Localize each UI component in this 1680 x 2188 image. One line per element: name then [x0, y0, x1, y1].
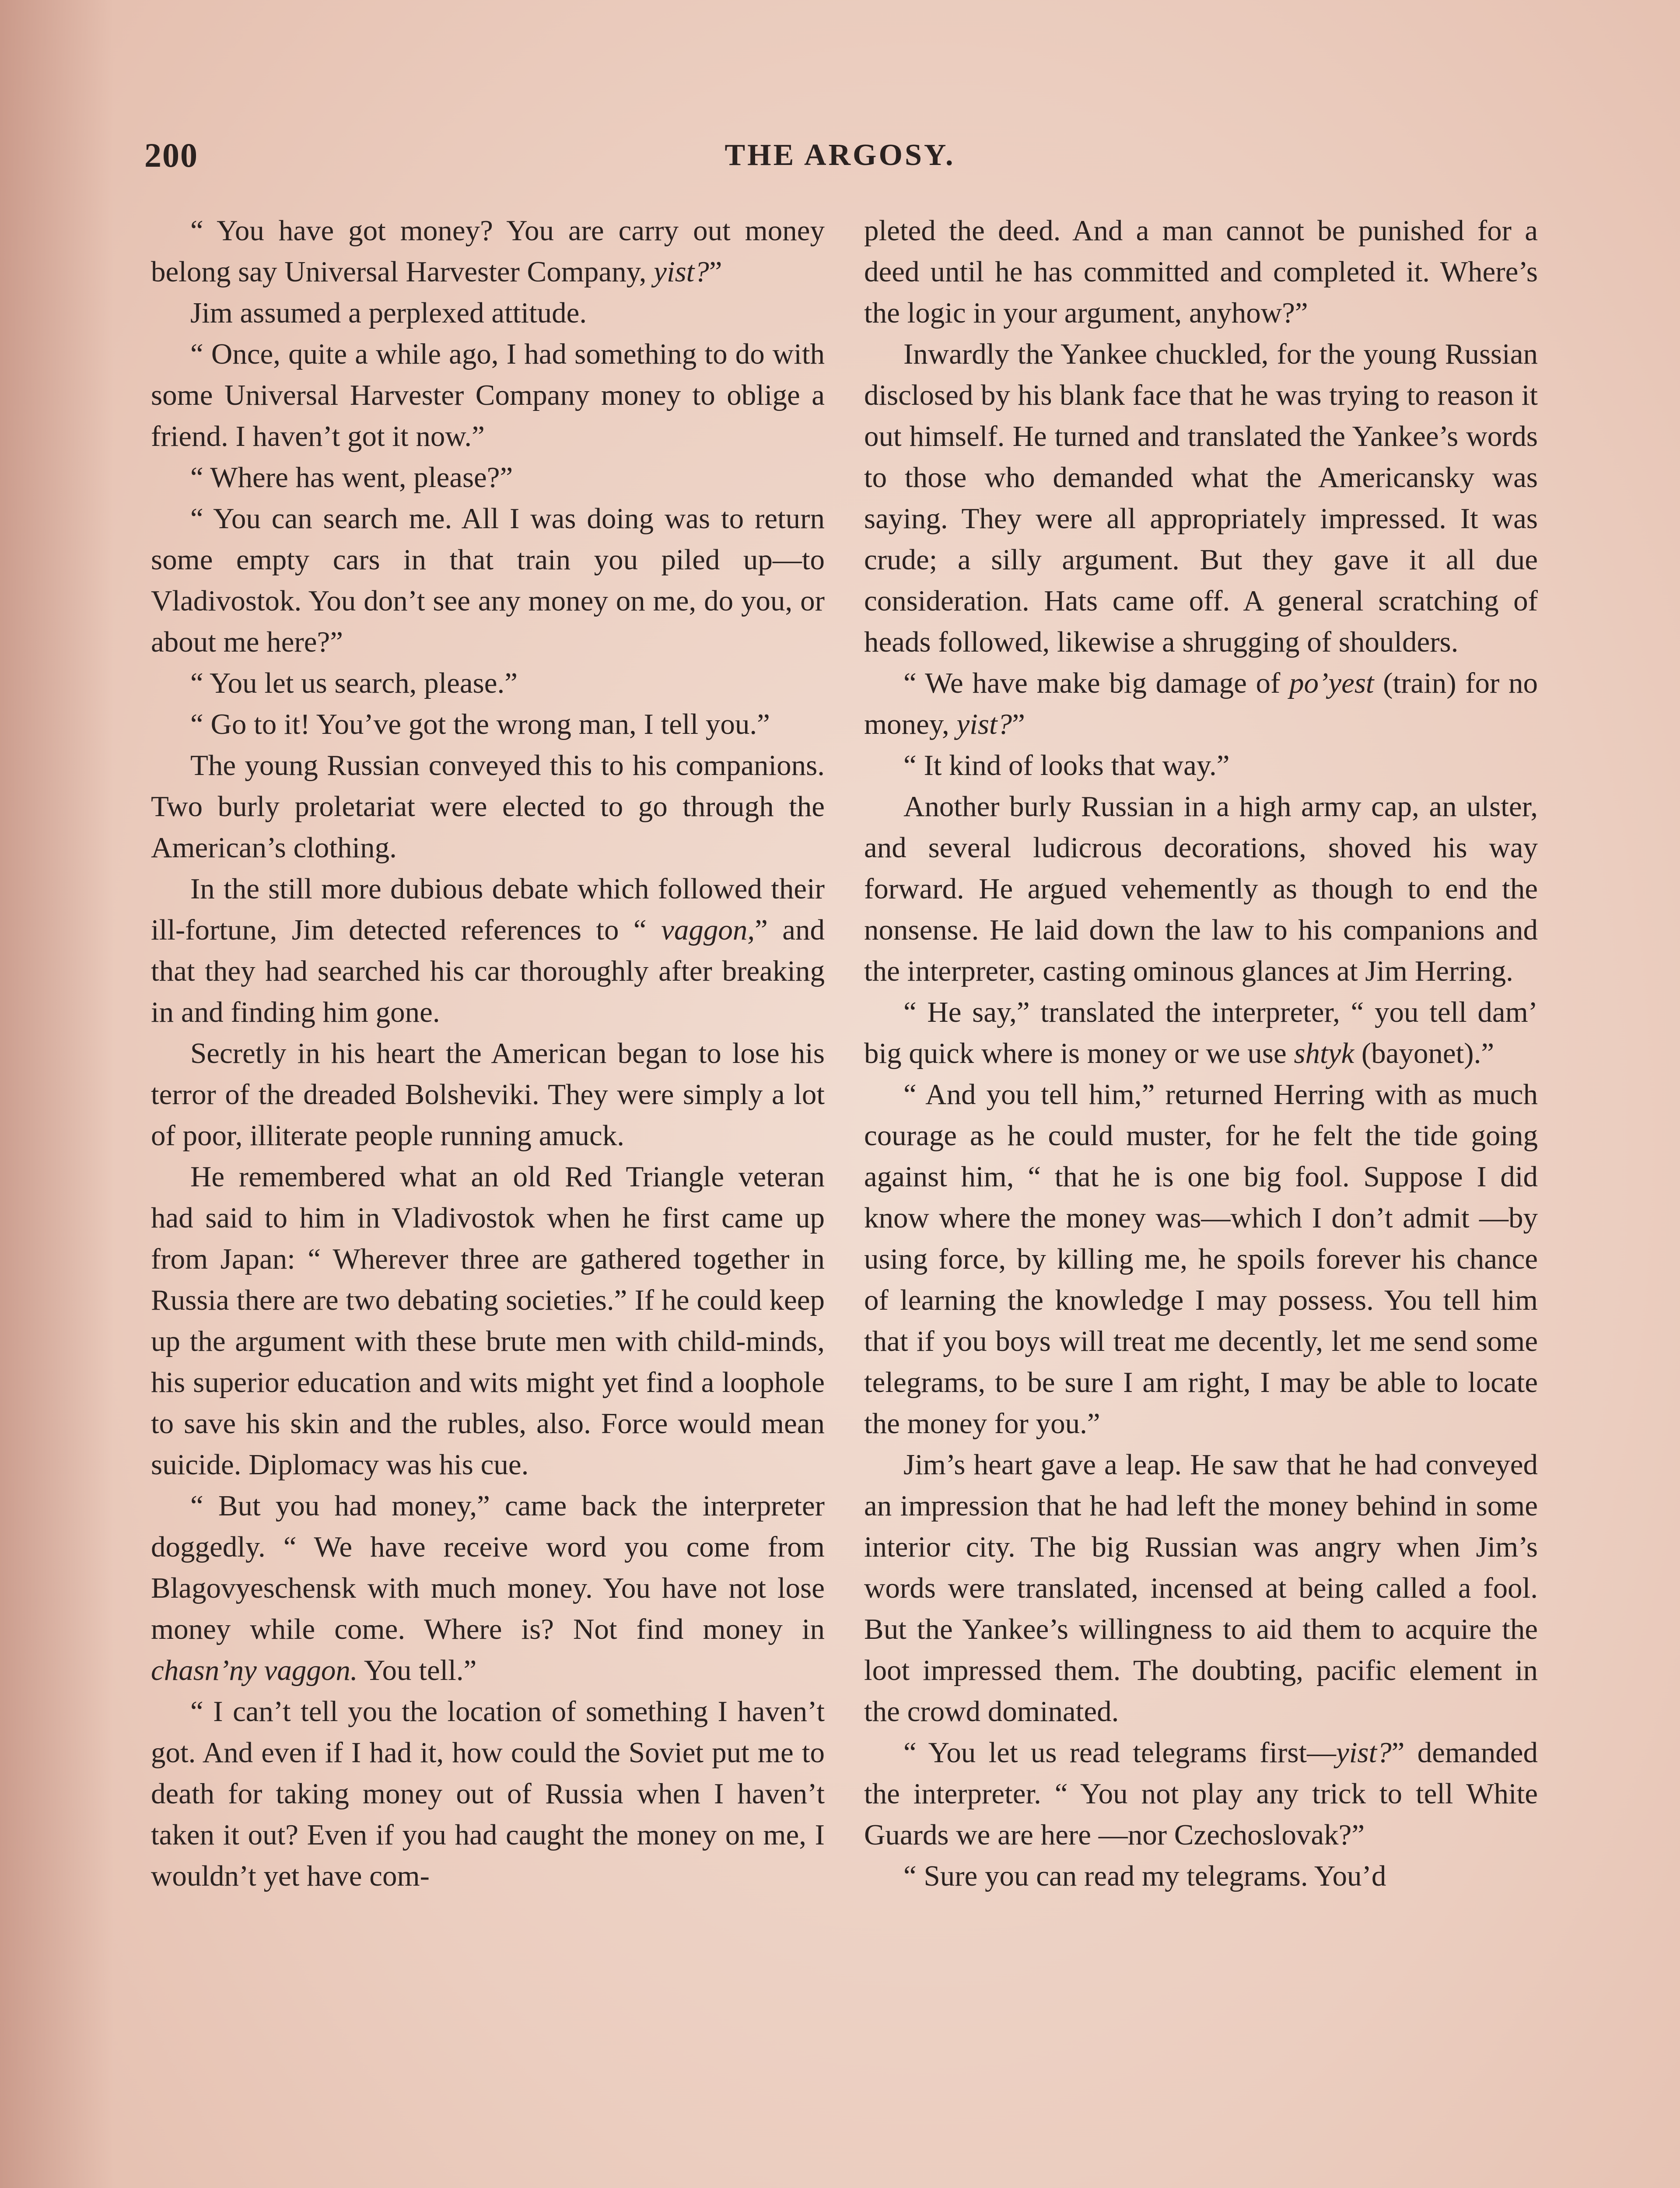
- running-title: THE ARGOSY.: [724, 138, 956, 172]
- paragraph: “ Once, quite a while ago, I had something to do with some Universal Harvester Company money to oblige a friend. I haven’t got it now.”: [151, 338, 825, 452]
- paragraph: “ Sure you can read my telegrams. You’d: [903, 1860, 1386, 1892]
- paragraph: Secretly in his heart the American began to lose his terror of the dreaded Bolsheviki. They were simply a lot of poor, illiterate people running amuck.: [151, 1037, 825, 1152]
- paragraph: “ Where has went, please?”: [190, 461, 513, 494]
- page-spine-shadow: [0, 0, 114, 2188]
- paragraph: “ You let us search, please.”: [190, 667, 518, 699]
- paragraph: Jim’s heart gave a leap. He saw that he had conveyed an impression that he had left the money behind in some interior city. The big Russian was angry when Jim’s words were translated, incensed at being called a fool. But the Yankee’s willingness to aid them to acquire the loot impressed them. The doubting, pacific element in the crowd dominated.: [864, 1448, 1538, 1728]
- paragraph: pleted the deed. And a man cannot be punished for a deed until he has committed and completed it. Where’s the logic in your argument, anyhow?”: [864, 214, 1538, 329]
- paragraph: “ He say,” translated the interpreter, “ you tell dam’ big quick where is money or we use shtyk (bayonet).”: [864, 996, 1538, 1069]
- paragraph: The young Russian conveyed this to his companions. Two burly proletariat were elected to go through the American’s clothing.: [151, 749, 825, 864]
- paragraph: Inwardly the Yankee chuckled, for the young Russian disclosed by his blank face that he was trying to reason it out himself. He turned and translated the Yankee’s words to those who demanded what the Americansky was saying. They were all appropriately impressed. It was crude; a silly argument. But they gave it all due consideration. Hats came off. A general scratching of heads followed, likewise a shrugging of shoulders.: [864, 338, 1538, 658]
- left-text-column: [151, 210, 825, 2188]
- paragraph: He remembered what an old Red Triangle veteran had said to him in Vladivostok when he first came up from Japan: “ Wherever three are gathered together in Russia there are two debating societies.” If he could keep up the argument with these brute men with child-minds, his superior education and wits might yet find a loophole to save his skin and the rubles, also. Force would mean suicide. Diplomacy was his cue.: [151, 1161, 825, 1481]
- paragraph: Another burly Russian in a high army cap, an ulster, and several ludicrous decorations, shoved his way forward. He argued vehemently as though to end the nonsense. He laid down the law to his companions and the interpreter, casting ominous glances at Jim Herring.: [864, 790, 1538, 987]
- page-number: 200: [144, 136, 198, 174]
- paragraph: “ It kind of looks that way.”: [903, 749, 1230, 782]
- paragraph: “ We have make big damage of po’yest (train) for no money, yist?”: [864, 667, 1538, 740]
- paragraph: “ You let us read telegrams first—yist?” demanded the interpreter. “ You not play any trick to tell White Guards we are here —nor Czechoslovak?”: [864, 1736, 1538, 1851]
- paragraph: “ But you had money,” came back the interpreter doggedly. “ We have receive word you come from Blagovyeschensk with much money. You have not lose money while come. Where is? Not find money in chasn’ny vaggon. You tell.”: [151, 1490, 825, 1687]
- paragraph: Jim assumed a perplexed attitude.: [190, 297, 587, 329]
- paragraph: “ Go to it! You’ve got the wrong man, I tell you.”: [190, 708, 770, 740]
- paragraph: “ I can’t tell you the location of something I haven’t got. And even if I had it, how could the Soviet put me to death for taking money out of Russia when I haven’t taken it out? Even if you had caught the money on me, I wouldn’t yet have com-: [151, 1695, 825, 1892]
- paragraph: “ You can search me. All I was doing was to return some empty cars in that train you piled up—to Vladivostok. You don’t see any money on me, do you, or about me here?”: [151, 502, 825, 658]
- right-text-column: [864, 210, 1538, 2188]
- paragraph: In the still more dubious debate which followed their ill-fortune, Jim detected references to “ vaggon,” and that they had searched his car thoroughly after breaking in and finding him gone.: [151, 873, 825, 1028]
- paragraph: “ You have got money? You are carry out money belong say Universal Harvester Company, yist?”: [151, 214, 825, 288]
- page-header: [144, 133, 1536, 182]
- paragraph: “ And you tell him,” returned Herring with as much courage as he could muster, for he felt the tide going against him, “ that he is one big fool. Suppose I did know where the money was—which I don’t admit —by using force, by killing me, he spoils forever his chance of learning the knowledge I may possess. You tell him that if you boys will treat me decently, let me send some telegrams, to be sure I am right, I may be able to locate the money for you.”: [864, 1078, 1538, 1440]
